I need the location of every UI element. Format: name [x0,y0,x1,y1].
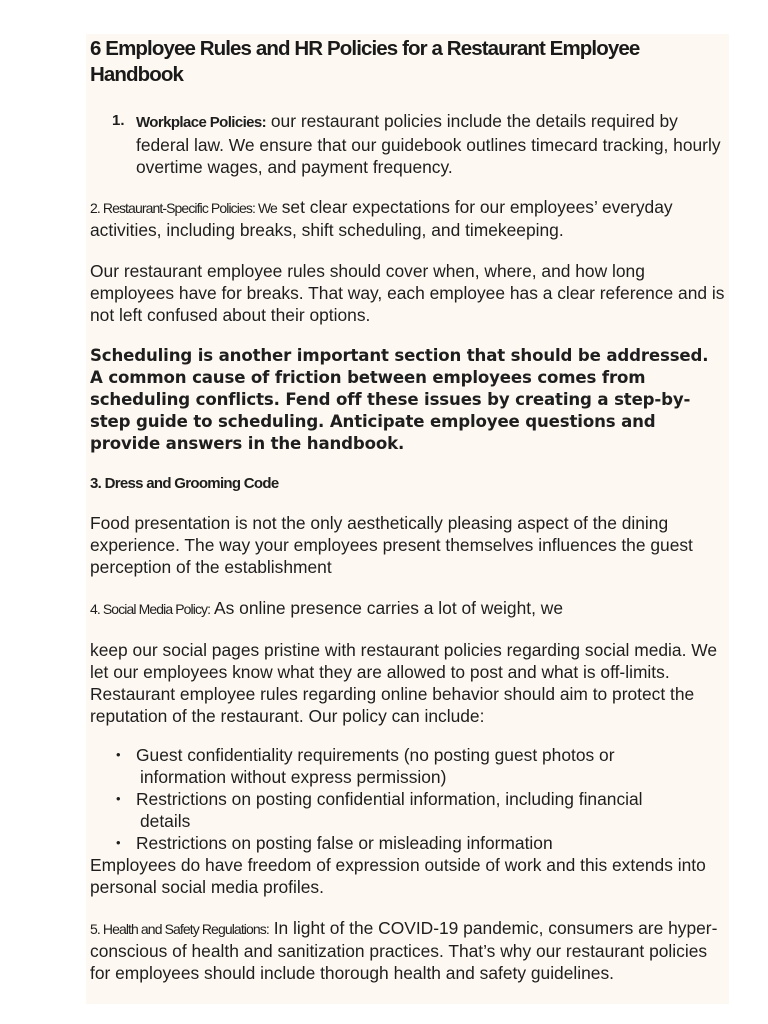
bullet-icon: • [116,835,121,850]
bullet-item [90,788,726,832]
social-media-intro [90,597,726,620]
bullet-text-line2: details [140,811,191,831]
dress-code-heading: 3. Dress and Grooming Code [90,475,279,492]
bullet-item [90,744,726,788]
restaurant-specific-text: set clear expectations for our employees’ everyday activities, including breaks, shift scheduling, and timekeeping. [90,197,673,240]
bullet-icon: • [116,791,121,806]
freedom-paragraph: Employees do have freedom of expression outside of work and this extends into personal social media profiles. [90,855,706,897]
health-safety-paragraph [90,917,726,984]
social-media-bullets [90,744,726,854]
document-body [90,36,726,984]
workplace-policies-text: our restaurant policies include the details required by federal law. We ensure that our guidebook outlines timecard tracking, hourly overtime wages, and payment frequency. [136,111,721,177]
workplace-policies-label: Workplace Policies: [136,114,267,131]
scheduling-paragraph: Scheduling is another important section that should be addressed. A common cause of friction between employees comes from scheduling conflicts. Fend off these issues by creating a step-by-step guide to scheduling. Anticipate employee questions and provide answers in the handbook. [90,346,709,453]
health-safety-label: 5. Health and Safety Regulations: [90,921,269,937]
social-media-intro-text: As online presence carries a lot of weight, we [210,598,563,618]
restaurant-specific-label: 2. Restaurant-Specific Policies: [90,200,255,216]
restaurant-specific-label-tail: We [254,200,277,216]
bullet-text-line1: Guest confidentiality requirements (no posting guest photos or [136,745,615,765]
dress-code-paragraph: Food presentation is not the only aesthetically pleasing aspect of the dining experience. The way your employees present themselves influences the guest perception of the establishment [90,513,693,577]
list-item-workplace-policies [90,110,726,178]
breaks-paragraph: Our restaurant employee rules should cover when, where, and how long employees have for breaks. That way, each employee has a clear reference and is not left confused about their options. [90,261,725,325]
social-media-label: 4. Social Media Policy: [90,601,211,617]
bullet-text-line2: information without express permission) [140,767,447,787]
restaurant-specific-paragraph [90,196,726,241]
numbered-list [90,110,726,178]
bullet-text-line1: Restrictions on posting false or misleading information [136,833,553,853]
social-media-paragraph: keep our social pages pristine with restaurant policies regarding social media. We let our employees know what they are allowed to post and what is off-limits. Restaurant employee rules regarding online behavior should aim to protect the reputation of the restaurant. Our policy can include: [90,640,718,726]
bullet-item [90,832,726,854]
health-safety-text: In light of the COVID-19 pandemic, consumers are hyper-conscious of health and sanitization practices. That’s why our restaurant policies for employees should include thorough health and safety guidelines. [90,918,718,983]
list-number: 1. [112,112,125,129]
document-title: 6 Employee Rules and HR Policies for a Restaurant Employee Handbook [90,37,640,86]
bullet-text-line1: Restrictions on posting confidential information, including financial [136,789,643,809]
bullet-icon: • [116,747,121,762]
